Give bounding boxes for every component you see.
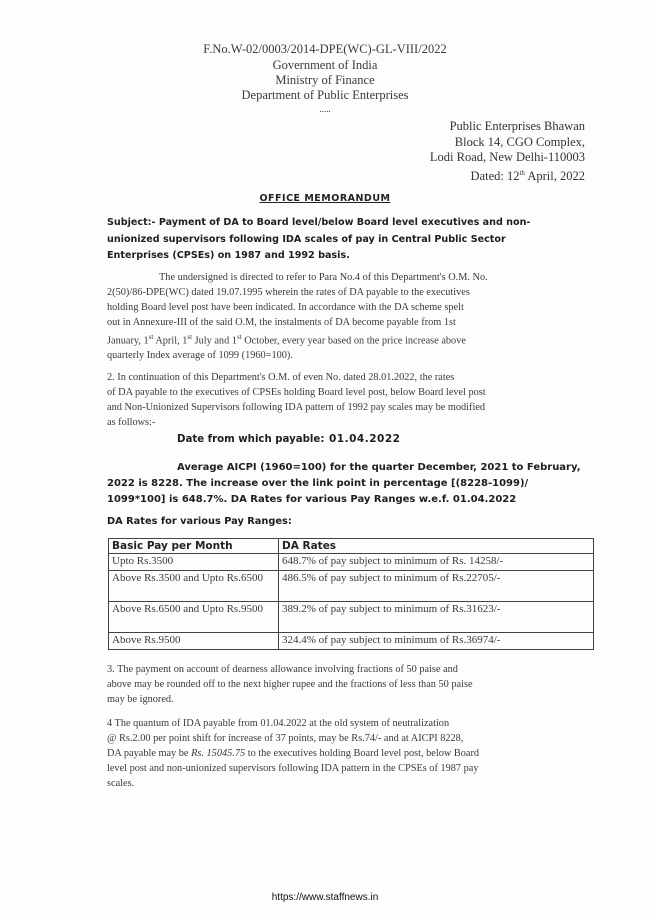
- address-line-2: Block 14, CGO Complex,: [454, 134, 585, 149]
- date-suffix: th: [519, 168, 525, 177]
- date-rest: April, 2022: [524, 168, 585, 183]
- aicpi-block: Average AICPI (1960=100) for the quarter December, 2021 to February, 2022 is 8228. The increase over the link point in percentage [(8228-1099)/ 1099*100] is 648.7%. DA Rates for various Pay Ranges w.e.f. 01.04.2022: [107, 462, 581, 505]
- pay-range-cell: Upto Rs.3500: [109, 554, 279, 571]
- document-title: OFFICE MEMORANDUM: [259, 193, 391, 204]
- paragraph-1: The undersigned is directed to refer to Para No.4 of this Department's O.M. No. 2(50)/86-DPE(WC) dated 19.07.1995 wherein the rates of DA payable to the executives holding Board level post have been indicated. In accordance with the DA scheme spelt out in Annexure-III of the said O.M, the instalments of DA become payable from 1st January, 1st April, 1st July and 1st October, every year based on the price increase above quarterly Index average of 1099 (1960=100).: [107, 272, 488, 362]
- date-prefix: Dated: 12: [470, 168, 520, 183]
- address-line-3: Lodi Road, New Delhi-110003: [429, 150, 585, 164]
- subject-line: unionized supervisors following IDA scales of pay in Central Public Sector: [107, 233, 506, 245]
- column-header: Basic Pay per Month: [109, 539, 279, 554]
- payable-date-value: 01.04.2022: [329, 433, 401, 445]
- paragraph-2: 2. In continuation of this Department's O.M. of even No. dated 28.01.2022, the rates of DA payable to the executives of CPSEs holding Board level post, below Board level post and Non-Unionized Supervisors following IDA pattern of 1992 pay scales may be modified as follows:-: [107, 372, 486, 428]
- footer-url: https://www.staffnews.in: [271, 892, 379, 903]
- date-line: [430, 166, 585, 185]
- paragraph-4: 4 The quantum of IDA payable from 01.04.2022 at the old system of neutralization @ Rs.2.00 per point shift for increase of 37 points, may be Rs.74/- and at AICPI 8228, DA payable may be Rs. 15045.75 to the executives holding Board level post, below Board level post and non-unionized supervisors following IDA pattern in the CPSEs of 1987 pay scales.: [107, 718, 480, 789]
- column-header: DA Rates: [279, 539, 594, 554]
- da-rate-cell: 324.4% of pay subject to minimum of Rs.36974/-: [279, 633, 594, 650]
- table-heading: DA Rates for various Pay Ranges:: [107, 516, 292, 527]
- subject-line: Subject:- Payment of DA to Board level/below Board level executives and non-: [107, 217, 531, 228]
- government-line: Government of India: [272, 58, 378, 72]
- address-block: [430, 119, 585, 184]
- payable-date-label: Date from which payable:: [177, 434, 325, 445]
- subject-block: [107, 215, 587, 265]
- pay-range-cell: Above Rs.3500 and Upto Rs.6500: [109, 571, 279, 602]
- da-rates-table: [108, 538, 594, 650]
- table-row: [109, 554, 594, 571]
- department-line: Department of Public Enterprises: [241, 88, 409, 102]
- table-row: [109, 602, 594, 633]
- da-rate-cell: 648.7% of pay subject to minimum of Rs. 14258/-: [279, 554, 594, 571]
- ministry-line: Ministry of Finance: [275, 73, 375, 87]
- address-line-1: Public Enterprises Bhawan: [449, 119, 585, 133]
- da-rate-cell: 486.5% of pay subject to minimum of Rs.22705/-: [279, 571, 594, 602]
- subject-line: Enterprises (CPSEs) on 1987 and 1992 basis.: [107, 250, 350, 261]
- table-row: [109, 571, 594, 602]
- paragraph-3: 3. The payment on account of dearness allowance involving fractions of 50 paise and above may be rounded off to the next higher rupee and the fractions of less than 50 paise may be ignored.: [107, 664, 473, 705]
- pay-range-cell: Above Rs.9500: [109, 633, 279, 650]
- file-number: F.No.W-02/0003/2014-DPE(WC)-GL-VIII/2022: [203, 42, 447, 56]
- pay-range-cell: Above Rs.6500 and Upto Rs.9500: [109, 602, 279, 633]
- da-rate-cell: 389.2% of pay subject to minimum of Rs.31623/-: [279, 602, 594, 633]
- table-row: [109, 633, 594, 650]
- header-dots: .....: [319, 104, 331, 114]
